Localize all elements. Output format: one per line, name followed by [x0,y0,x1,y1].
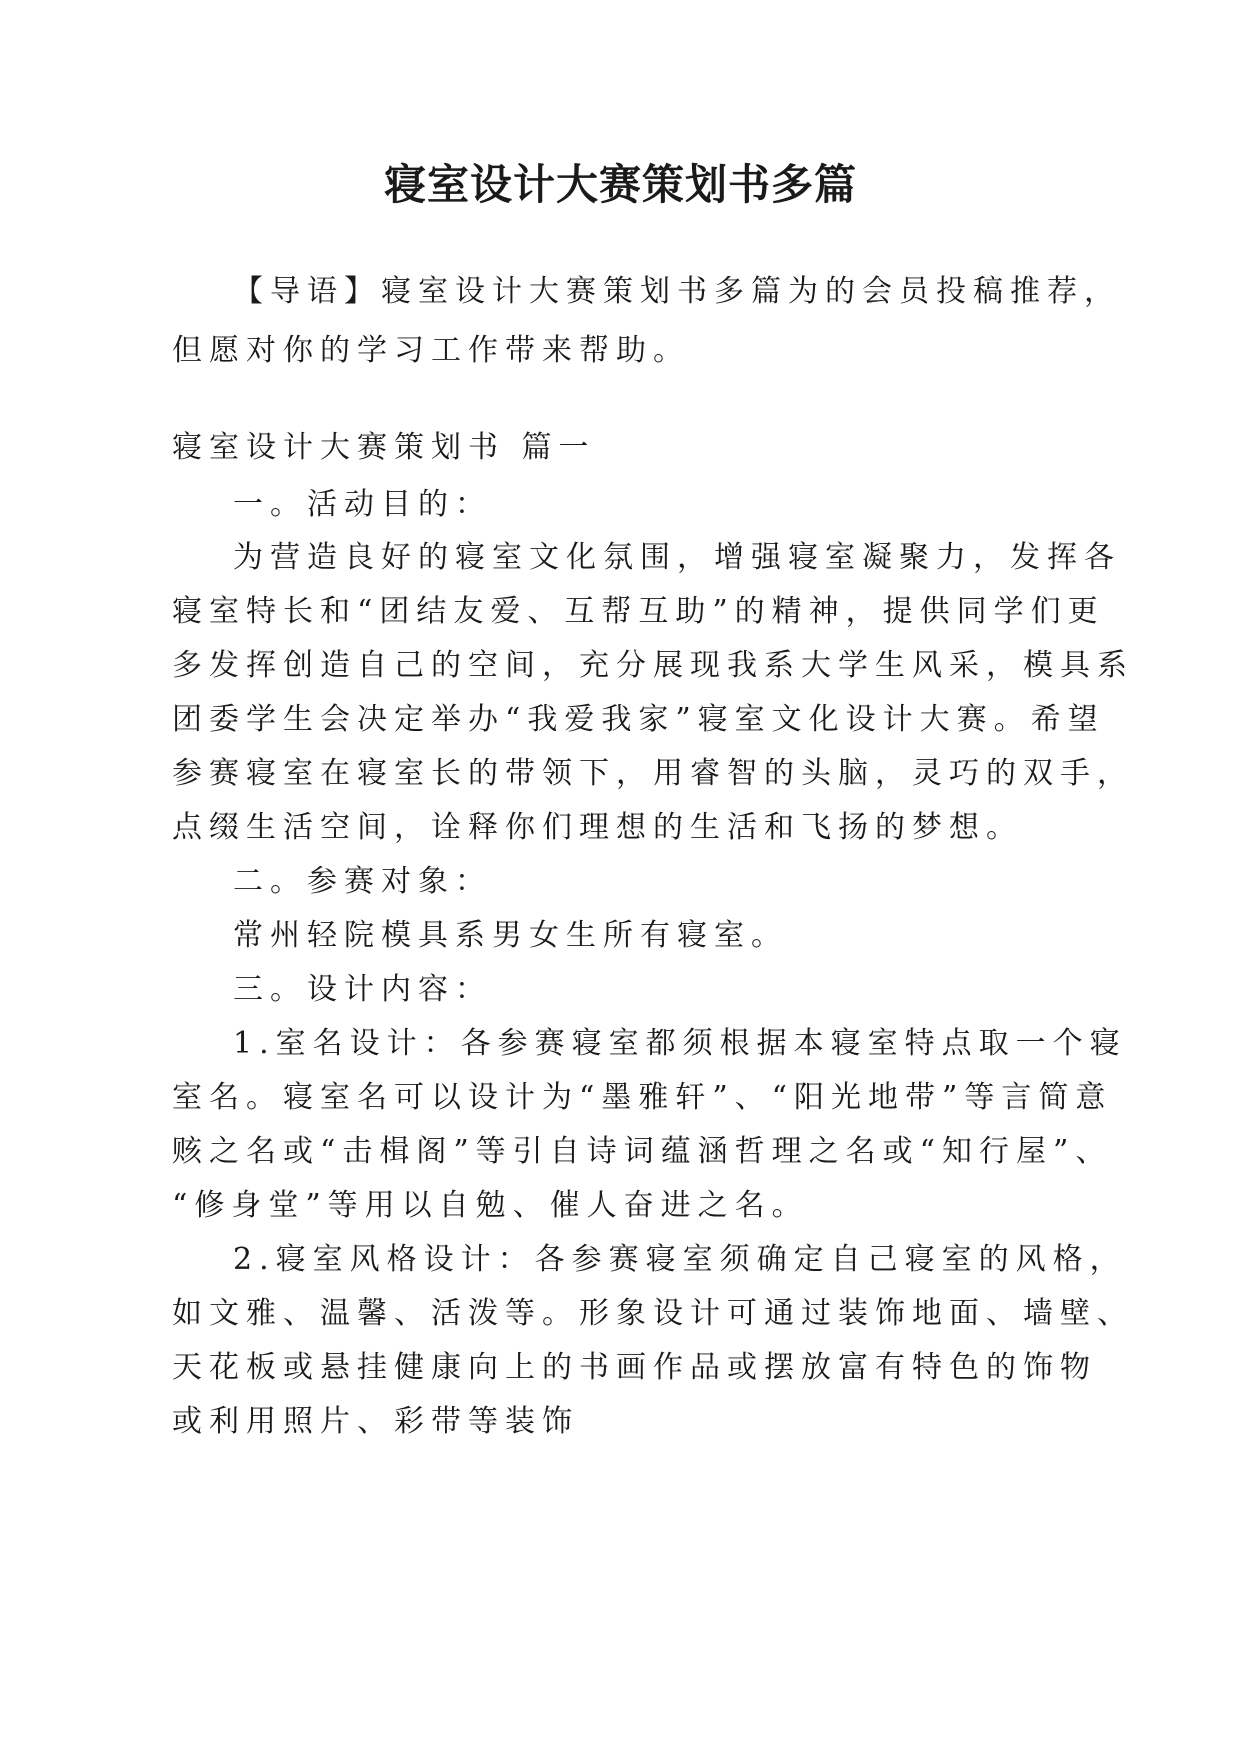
paragraph-line: 点缀生活空间，诠释你们理想的生活和飞扬的梦想。 [172,810,1023,845]
subheading-participants: 二。参赛对象： [233,864,492,899]
paragraph-line: 1.室名设计：各参赛寝室都须根据本寝室特点取一个寝 [233,1026,1127,1061]
paragraph-line: 团委学生会决定举办“我爱我家”寝室文化设计大赛。希望 [172,702,1105,737]
intro-line-2: 但愿对你的学习工作带来帮助。 [172,333,690,368]
subheading-content: 三。设计内容： [233,972,492,1007]
document-title: 寝室设计大赛策划书多篇 [383,160,857,209]
paragraph-line: 天花板或悬挂健康向上的书画作品或摆放富有特色的饰物 [172,1350,1097,1385]
paragraph-line: 常州轻院模具系男女生所有寝室。 [233,918,788,953]
section-heading: 寝室设计大赛策划书 篇一 [172,430,596,465]
paragraph-line: 多发挥创造自己的空间，充分展现我系大学生风采，模具系 [172,648,1134,683]
paragraph-line: 2.寝室风格设计：各参赛寝室须确定自己寝室的风格， [233,1242,1127,1277]
paragraph-line: 室名。寝室名可以设计为“墨雅轩”、“阳光地带”等言简意 [172,1080,1113,1115]
paragraph-line: “修身堂”等用以自勉、催人奋进之名。 [172,1188,809,1223]
subheading-purpose: 一。活动目的： [233,487,492,522]
paragraph-line: 如文雅、温馨、活泼等。形象设计可通过装饰地面、墙壁、 [172,1296,1134,1331]
paragraph-line: 参赛寝室在寝室长的带领下，用睿智的头脑，灵巧的双手， [172,756,1134,791]
intro-line-1: 【导语】寝室设计大赛策划书多篇为的会员投稿推荐， [233,274,1121,309]
paragraph-line: 为营造良好的寝室文化氛围，增强寝室凝聚力，发挥各 [233,540,1121,575]
paragraph-line: 或利用照片、彩带等装饰 [172,1404,579,1439]
paragraph-line: 赅之名或“击楫阁”等引自诗词蕴涵哲理之名或“知行屋”、 [172,1134,1113,1169]
paragraph-line: 寝室特长和“团结友爱、互帮互助”的精神，提供同学们更 [172,594,1105,629]
